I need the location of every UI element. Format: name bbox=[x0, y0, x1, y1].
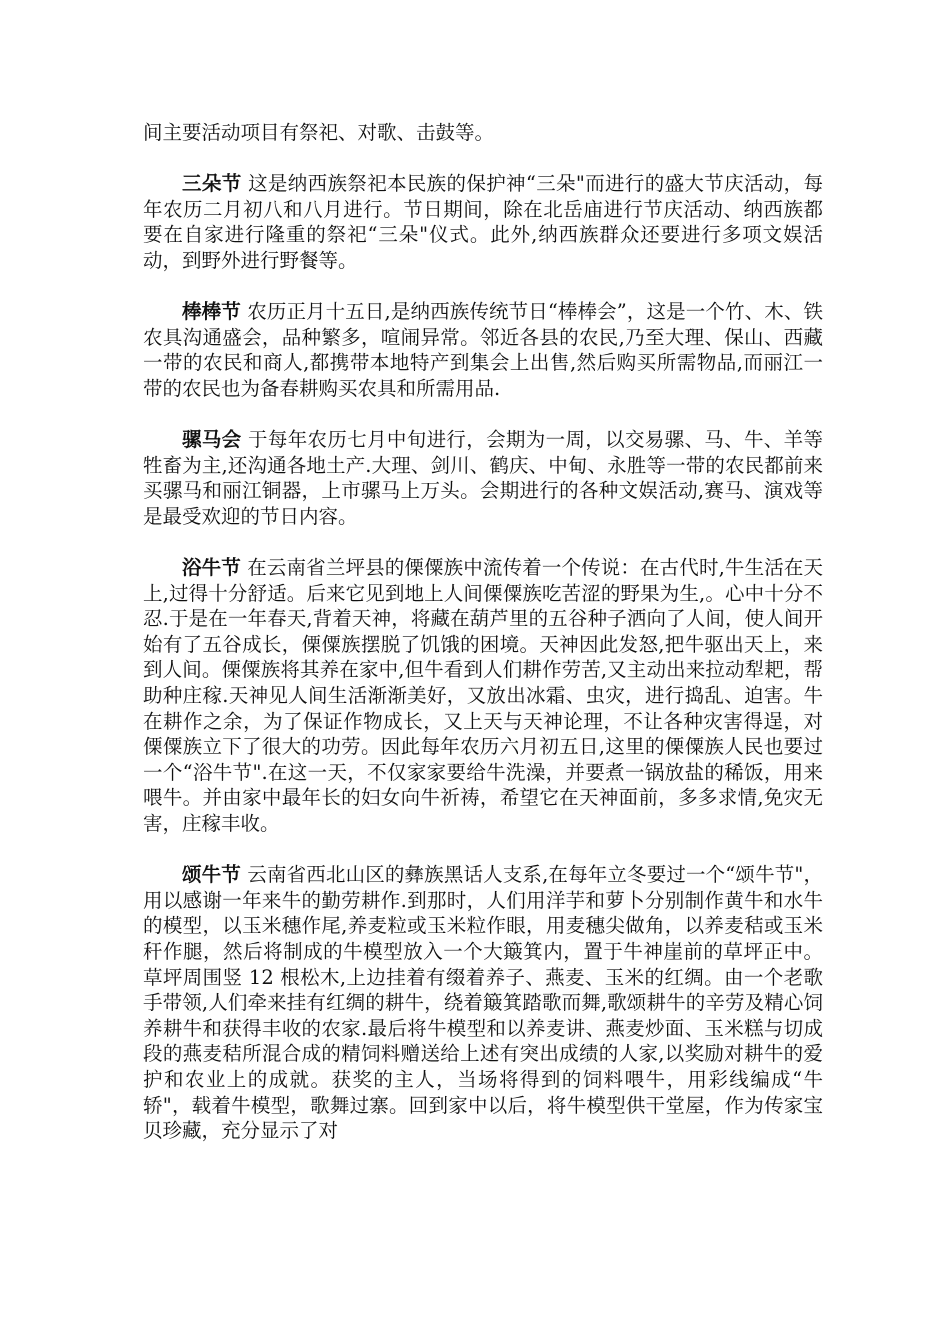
paragraph-sanduo-festival bbox=[143, 171, 823, 273]
paragraph-continuation bbox=[143, 120, 823, 146]
paragraph-text: 间主要活动项目有祭祀、对歌、击鼓等。 bbox=[143, 121, 495, 144]
paragraph-heading: 颂牛节 bbox=[182, 863, 241, 887]
paragraph-heading: 三朵节 bbox=[182, 172, 242, 196]
paragraph-text: 云南省西北山区的彝族黑话人支系,在每年立冬要过一个“颂牛节"，用以感谢一年来牛的勤劳耕作.到那时，人们用洋芋和萝卜分别制作黄牛和水牛的模型，以玉米穗作尾,养麦粒或玉米粒作眼，用麦穗尖做角，以养麦秸或玉米秆作腿，然后将制成的牛模型放入一个大簸箕内，置于牛神崖前的草坪正中。草坪周围竖 12 根松木,上边挂着有缀着养子、燕麦、玉米的红绸。由一个老歌手带领,人们牵来挂有红绸的耕牛，绕着簸箕踏歌而舞,歌颂耕牛的辛劳及精心饲养耕牛和获得丰收的农家.最后将牛模型和以养麦讲、燕麦炒面、玉米糕与切成段的燕麦秸所混合成的精饲料赠送给上述有突出成绩的人家,以奖励对耕牛的爱护和农业上的成就。获奖的主人，当场将得到的饲料喂牛，用彩线编成“牛轿"，载着牛模型，歌舞过寨。回到家中以后，将牛模型供干堂屋，作为传家宝贝珍藏，充分显示了对 bbox=[143, 863, 823, 1143]
paragraph-text: 于每年农历七月中旬进行，会期为一周，以交易骡、马、牛、羊等牲畜为主,还沟通各地土产.大理、剑川、鹤庆、中甸、永胜等一带的农民都前来买骡马和丽江铜器，上市骡马上万头。会期进行的各种文娱活动,赛马、演戏等是最受欢迎的节日内容。 bbox=[143, 428, 823, 528]
paragraph-text: 在云南省兰坪县的傈僳族中流传着一个传说：在古代时,牛生活在天上,过得十分舒适。后来它见到地上人间傈僳族吃苦涩的野果为生,。心中十分不忍.于是在一年春天,背着天神，将藏在葫芦里的五谷种子洒向了人间，使人间开始有了五谷成长，傈僳族摆脱了饥饿的困境。天神因此发怒,把牛驱出天上，来到人间。傈僳族将其养在家中,但牛看到人们耕作劳苦,又主动出来拉动犁耙，帮助种庄稼.天神见人间生活渐渐美好，又放出冰霜、虫灾，进行捣乱、迫害。牛在耕作之余，为了保证作物成长，又上天与天神论理，不让各种灾害得逞，对傈僳族立下了很大的功劳。因此每年农历六月初五日,这里的傈僳族人民也要过一个“浴牛节".在这一天，不仅家家要给牛洗澡，并要煮一锅放盐的稀饭，用来喂牛。并由家中最年长的妇女向牛祈祷，希望它在天神面前，多多求情,免灾无害，庄稼丰收。 bbox=[143, 556, 823, 836]
paragraph-heading: 棒棒节 bbox=[182, 300, 241, 324]
paragraph-heading: 浴牛节 bbox=[182, 556, 241, 580]
paragraph-heading: 骡马会 bbox=[182, 428, 242, 452]
paragraph-text: 农历正月十五日,是纳西族传统节日“棒棒会”，这是一个竹、木、铁农具沟通盛会，品种繁多，喧闹异常。邻近各县的农民,乃至大理、保山、西藏一带的农民和商人,都携带本地特产到集会上出售,然后购买所需物品,而丽江一带的农民也为备春耕购买农具和所需用品. bbox=[143, 300, 823, 400]
paragraph-text: 这是纳西族祭祀本民族的保护神“三朵"而进行的盛大节庆活动，每年农历二月初八和八月进行。节日期间，除在北岳庙进行节庆活动、纳西族都要在自家进行隆重的祭祀“三朵"仪式。此外,纳西族群众还要进行多项文娱活动，到野外进行野餐等。 bbox=[143, 172, 823, 272]
paragraph-bangbang-festival bbox=[143, 299, 823, 401]
paragraph-mule-horse-fair bbox=[143, 427, 823, 529]
paragraph-ox-praising-festival bbox=[143, 862, 823, 1144]
paragraph-ox-bathing-festival bbox=[143, 555, 823, 837]
document-page bbox=[143, 120, 823, 1169]
